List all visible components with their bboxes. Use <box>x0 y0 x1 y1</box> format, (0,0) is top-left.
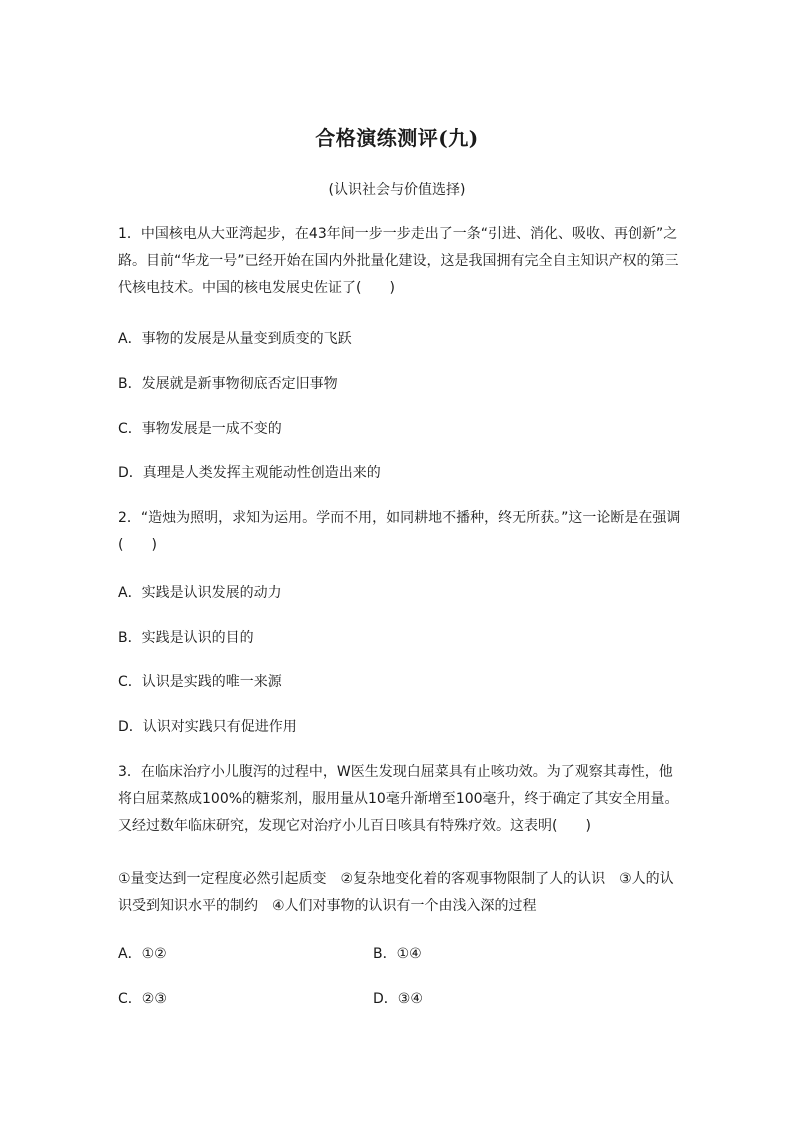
question-1-option-d: D．真理是人类发挥主观能动性创造出来的 <box>118 465 381 481</box>
question-3-option-a: A．①② <box>118 946 167 962</box>
question-3-option-b: B．①④ <box>373 946 422 962</box>
question-2-option-b: B．实践是认识的目的 <box>118 630 254 646</box>
question-1-stem: 1．中国核电从大亚湾起步，在43年间一步一步走出了一条“引进、消化、吸收、再创新”之路。目前“华龙一号”已经开始在国内外批量化建设，这是我国拥有完全自主知识产权的第三代核电技术。中国的核电发展史佐证了( ) <box>118 226 679 296</box>
question-2-stem: 2．“造烛为照明，求知为运用。学而不用，如同耕地不播种，终无所获。”这一论断是在强调( ) <box>118 510 681 553</box>
page-subtitle: (认识社会与价值选择) <box>328 182 466 198</box>
question-1-option-c: C．事物发展是一成不变的 <box>118 421 282 437</box>
question-3-option-d: D．③④ <box>373 991 423 1007</box>
question-3-statements: ①量变达到一定程度必然引起质变 ②复杂地变化着的客观事物限制了人的认识 ③人的认识受到知识水平的制约 ④人们对事物的认识有一个由浅入深的过程 <box>118 871 674 914</box>
question-2-option-a: A．实践是认识发展的动力 <box>118 585 282 601</box>
question-2-option-c: C．认识是实践的唯一来源 <box>118 674 282 690</box>
question-2-option-d: D．认识对实践只有促进作用 <box>118 719 297 735</box>
page-title: 合格演练测评(九) <box>315 126 479 150</box>
question-1-option-a: A．事物的发展是从量变到质变的飞跃 <box>118 331 352 347</box>
question-3-stem: 3．在临床治疗小儿腹泻的过程中，W医生发现白屈菜具有止咳功效。为了观察其毒性，他将白屈菜熬成100%的糖浆剂，服用量从10毫升渐增至100毫升，终于确定了其安全用量。又经过数年临床研究，发现它对治疗小儿百日咳具有特殊疗效。这表明( ) <box>118 764 679 834</box>
question-1-option-b: B．发展就是新事物彻底否定旧事物 <box>118 376 338 392</box>
question-3-option-c: C．②③ <box>118 991 167 1007</box>
